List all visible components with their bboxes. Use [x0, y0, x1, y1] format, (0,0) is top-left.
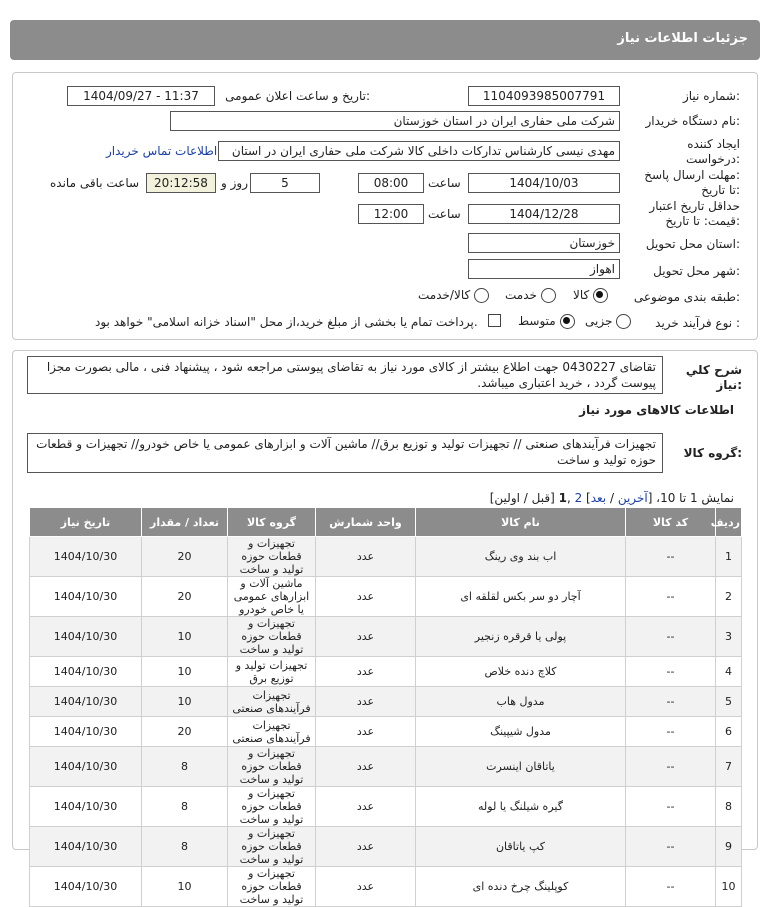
pagination-sep-3: , — [566, 491, 575, 505]
validity-time-label: ساعت — [428, 207, 461, 221]
cell-name: مدول هاب — [416, 687, 626, 717]
category-option-both[interactable] — [418, 288, 489, 303]
city-field: اهواز — [468, 259, 620, 279]
cell-name: مدول شیپینگ — [416, 717, 626, 747]
table-row — [30, 827, 742, 867]
cell-unit: عدد — [316, 537, 416, 577]
cell-group: تجهیزات و قطعات حوزه تولید و ساخت — [228, 867, 316, 907]
cell-name: کپ یاتاقان — [416, 827, 626, 867]
pagination-suffix: [قبل / اولین] — [489, 491, 559, 505]
pagination-page-2[interactable]: 2 — [574, 491, 583, 505]
category-goods-radio[interactable] — [593, 288, 608, 303]
process-minor-label: جزیی — [585, 314, 613, 328]
category-option-service[interactable] — [505, 288, 556, 303]
col-header-unit: واحد شمارش — [316, 508, 416, 537]
pagination-next-link[interactable]: بعد — [590, 491, 607, 505]
process-option-minor[interactable] — [585, 314, 631, 329]
cell-group: تجهیزات و قطعات حوزه تولید و ساخت — [228, 747, 316, 787]
deadline-time-label: ساعت — [428, 176, 461, 190]
cell-name: کوپلینگ چرخ دنده ای — [416, 867, 626, 907]
days-label: روز و — [221, 176, 248, 190]
cell-date: 1404/10/30 — [30, 657, 142, 687]
cell-name: یاتاقان اینسرت — [416, 747, 626, 787]
cell-code: -- — [626, 787, 716, 827]
table-row — [30, 717, 742, 747]
cell-unit: عدد — [316, 827, 416, 867]
creator-label-2: درخواست: — [686, 152, 740, 166]
cell-date: 1404/10/30 — [30, 617, 142, 657]
deadline-label-1: مهلت ارسال پاسخ: — [644, 168, 740, 182]
description-text: تقاضای 0430227 جهت اطلاع بیشتر از کالای مورد نیاز به تقاضای پیوستی مراجعه شود ، پیشنهاد فنی ، مالی بصورت مجزا پیوست گردد ، خرید اعتباری میباشد. — [27, 356, 663, 394]
cell-code: -- — [626, 717, 716, 747]
cell-qty: 10 — [142, 867, 228, 907]
table-row — [30, 537, 742, 577]
cell-date: 1404/10/30 — [30, 867, 142, 907]
cell-row-number: 3 — [716, 617, 742, 657]
category-option-goods[interactable] — [573, 288, 608, 303]
cell-qty: 10 — [142, 657, 228, 687]
cell-group: تجهیزات فرآیندهای صنعتی — [228, 687, 316, 717]
cell-row-number: 7 — [716, 747, 742, 787]
items-table-wrapper — [29, 507, 742, 907]
need-number-field: 1104093985007791 — [468, 86, 620, 106]
cell-row-number: 5 — [716, 687, 742, 717]
cell-qty: 10 — [142, 687, 228, 717]
validity-date-field: 1404/12/28 — [468, 204, 620, 224]
deadline-time-field: 08:00 — [358, 173, 424, 193]
province-label: استان محل تحویل: — [645, 237, 740, 251]
creator-label-1: ایجاد کننده — [687, 137, 740, 151]
pagination-page-1: 1 — [558, 491, 567, 505]
announce-field: 1404/09/27 - 11:37 — [67, 86, 215, 106]
cell-qty: 20 — [142, 717, 228, 747]
buyer-label: نام دستگاه خریدار: — [645, 114, 740, 128]
cell-group: تجهیزات و قطعات حوزه تولید و ساخت — [228, 617, 316, 657]
cell-date: 1404/10/30 — [30, 687, 142, 717]
province-field: خوزستان — [468, 233, 620, 253]
category-service-label: خدمت — [505, 288, 537, 302]
announce-label: تاریخ و ساعت اعلان عمومی: — [225, 89, 370, 103]
cell-qty: 20 — [142, 577, 228, 617]
col-header-code: کد کالا — [626, 508, 716, 537]
category-both-radio[interactable] — [474, 288, 489, 303]
pagination-sep-1: / — [606, 491, 618, 505]
category-goods-label: کالا — [573, 288, 590, 302]
goods-section-title: اطلاعات کالاهای مورد نیاز — [579, 403, 734, 417]
table-row — [30, 687, 742, 717]
cell-unit: عدد — [316, 747, 416, 787]
cell-name: پولی یا قرقره زنجیر — [416, 617, 626, 657]
items-table-body — [30, 537, 742, 907]
col-header-group: گروه کالا — [228, 508, 316, 537]
remaining-time-field: 20:12:58 — [146, 173, 216, 193]
pagination-sep-2: ] — [582, 491, 591, 505]
cell-date: 1404/10/30 — [30, 537, 142, 577]
table-row — [30, 617, 742, 657]
cell-row-number: 9 — [716, 827, 742, 867]
cell-group: تجهیزات و قطعات حوزه تولید و ساخت — [228, 827, 316, 867]
cell-code: -- — [626, 827, 716, 867]
validity-label-2: قیمت: تا تاریخ: — [665, 214, 740, 228]
table-row — [30, 787, 742, 827]
cell-qty: 8 — [142, 827, 228, 867]
buyer-contact-link[interactable]: اطلاعات تماس خریدار — [106, 144, 218, 158]
pagination-prefix: نمایش 1 تا 10، [ — [647, 491, 734, 505]
process-medium-radio[interactable] — [560, 314, 575, 329]
col-header-qty: تعداد / مقدار — [142, 508, 228, 537]
category-service-radio[interactable] — [541, 288, 556, 303]
cell-unit: عدد — [316, 787, 416, 827]
cell-name: کلاچ دنده خلاص — [416, 657, 626, 687]
cell-code: -- — [626, 537, 716, 577]
category-label: طبقه بندی موضوعی: — [633, 290, 740, 304]
cell-row-number: 8 — [716, 787, 742, 827]
cell-qty: 20 — [142, 537, 228, 577]
process-medium-label: متوسط — [518, 314, 556, 328]
cell-group: ماشین آلات و ابزارهای عمومی یا خاص خودرو — [228, 577, 316, 617]
items-table — [29, 507, 742, 907]
cell-date: 1404/10/30 — [30, 827, 142, 867]
cell-date: 1404/10/30 — [30, 717, 142, 747]
city-label: شهر محل تحویل: — [653, 264, 740, 278]
process-minor-radio[interactable] — [616, 314, 631, 329]
cell-qty: 8 — [142, 747, 228, 787]
col-header-date: تاریخ نیاز — [30, 508, 142, 537]
process-option-medium[interactable] — [518, 314, 575, 329]
cell-unit: عدد — [316, 687, 416, 717]
cell-code: -- — [626, 747, 716, 787]
cell-name: آچار دو سر بکس لقلقه ای — [416, 577, 626, 617]
table-header-row — [30, 508, 742, 537]
creator-field: مهدی نیسی کارشناس تدارکات داخلی کالا شرکت ملی حفاری ایران در استان — [218, 141, 620, 161]
cell-unit: عدد — [316, 717, 416, 747]
cell-row-number: 2 — [716, 577, 742, 617]
cell-row-number: 4 — [716, 657, 742, 687]
cell-row-number: 1 — [716, 537, 742, 577]
table-row — [30, 747, 742, 787]
table-row — [30, 867, 742, 907]
cell-date: 1404/10/30 — [30, 787, 142, 827]
pagination-last-link[interactable]: آخرین — [617, 491, 648, 505]
remaining-label: ساعت باقی مانده — [50, 176, 140, 190]
category-both-label: کالا/خدمت — [418, 288, 471, 302]
description-label-2: نياز: — [716, 378, 742, 392]
cell-qty: 8 — [142, 787, 228, 827]
cell-date: 1404/10/30 — [30, 747, 142, 787]
payment-note: پرداخت تمام یا بخشی از مبلغ خرید،از محل "اسناد خزانه اسلامی" خواهد بود. — [95, 315, 478, 329]
goods-group-value: تجهیزات فرآیندهای صنعتی // تجهیزات تولید و توزیع برق// ماشین آلات و ابزارهای عمومی یا خاص خودرو// تجهیزات و قطعات حوزه تولید و ساخت — [27, 433, 663, 473]
deadline-label-2: تا تاریخ: — [701, 183, 740, 197]
cell-name: گیره شیلنگ یا لوله — [416, 787, 626, 827]
deadline-date-field: 1404/10/03 — [468, 173, 620, 193]
cell-code: -- — [626, 617, 716, 657]
payment-checkbox[interactable] — [488, 314, 501, 327]
cell-unit: عدد — [316, 577, 416, 617]
cell-name: اب بند وی رینگ — [416, 537, 626, 577]
need-number-label: شماره نیاز: — [682, 89, 740, 103]
cell-unit: عدد — [316, 867, 416, 907]
cell-unit: عدد — [316, 617, 416, 657]
process-label: نوع فرآیند خرید : — [655, 316, 740, 330]
table-row — [30, 577, 742, 617]
cell-date: 1404/10/30 — [30, 577, 142, 617]
table-row — [30, 657, 742, 687]
goods-group-label: گروه کالا: — [683, 446, 742, 460]
cell-row-number: 10 — [716, 867, 742, 907]
pagination — [490, 491, 734, 505]
cell-code: -- — [626, 657, 716, 687]
cell-group: تجهیزات تولید و توزیع برق — [228, 657, 316, 687]
cell-code: -- — [626, 687, 716, 717]
col-header-name: نام کالا — [416, 508, 626, 537]
cell-unit: عدد — [316, 657, 416, 687]
page-title: جزئیات اطلاعات نیاز — [617, 31, 748, 46]
cell-group: تجهیزات و قطعات حوزه تولید و ساخت — [228, 787, 316, 827]
buyer-field: شرکت ملی حفاری ایران در استان خوزستان — [170, 111, 620, 131]
cell-qty: 10 — [142, 617, 228, 657]
days-field: 5 — [250, 173, 320, 193]
cell-group: تجهیزات و قطعات حوزه تولید و ساخت — [228, 537, 316, 577]
validity-time-field: 12:00 — [358, 204, 424, 224]
cell-code: -- — [626, 867, 716, 907]
cell-row-number: 6 — [716, 717, 742, 747]
cell-group: تجهیزات فرآیندهای صنعتی — [228, 717, 316, 747]
col-header-row-number: ردیف — [716, 508, 742, 537]
validity-label-1: حداقل تاریخ اعتبار — [649, 199, 740, 213]
cell-code: -- — [626, 577, 716, 617]
description-label-1: شرح کلي — [685, 363, 742, 377]
